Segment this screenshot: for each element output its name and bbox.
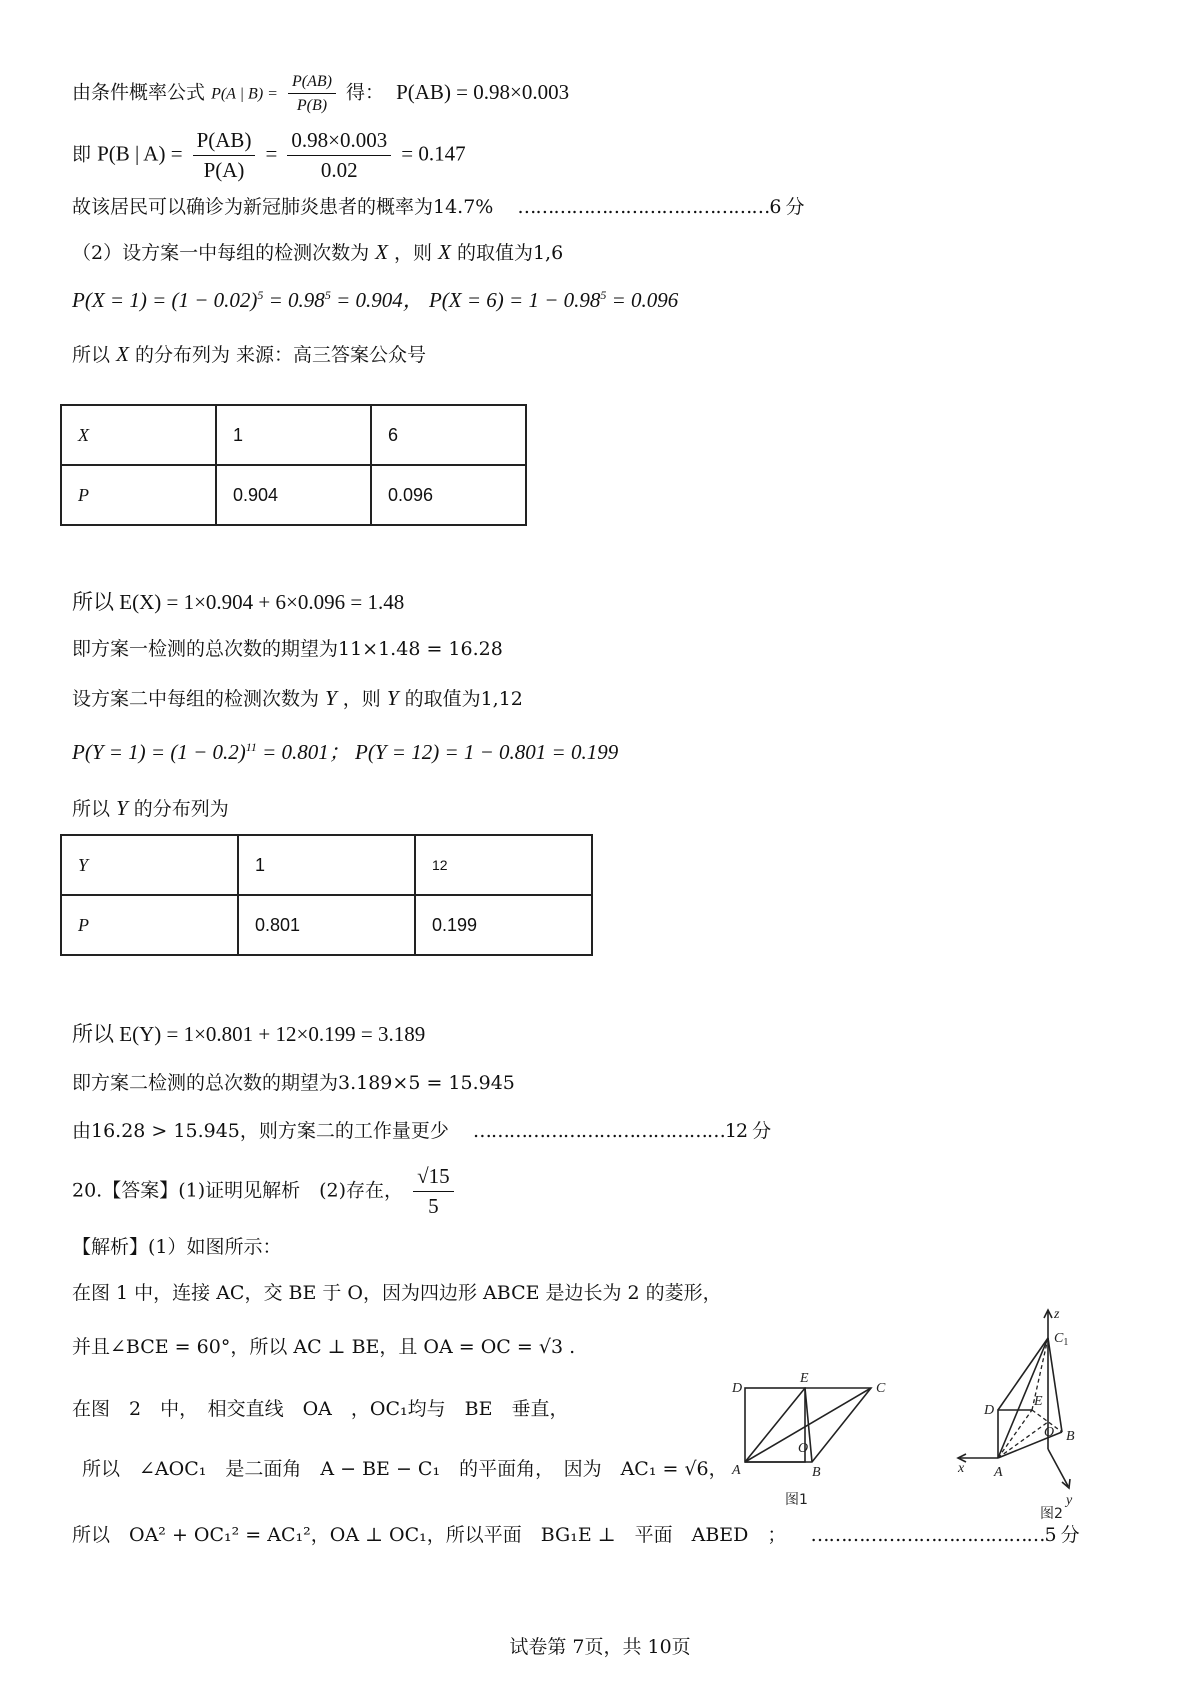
table-row	[61, 895, 592, 955]
label-a: A	[994, 1465, 1003, 1480]
score-dots: ……………………………………6 分	[517, 196, 804, 218]
line-fig2-desc	[72, 1398, 568, 1421]
fraction-numerator: P(AB)	[193, 128, 256, 156]
text: 即方案一检测的总次数的期望为11×1.48 = 16.28	[72, 638, 503, 660]
line-plan1-total	[72, 638, 503, 661]
distribution-table-y	[60, 834, 593, 956]
text: 【解析】(1）如图所示：	[72, 1236, 282, 1258]
page-footer: 试卷第 7页，共 10页	[509, 1636, 691, 1658]
table-cell: P	[61, 895, 238, 955]
text: 所以 OA² + OC₁² = AC₁²，OA ⊥ OC₁，所以平面 BG₁E ⊥ 平面 ABED ；	[72, 1524, 787, 1546]
formula: = 0.98	[263, 288, 325, 312]
table-row	[61, 835, 592, 895]
text: 得：	[346, 81, 385, 104]
exponent: 5	[324, 288, 331, 302]
line-plan2-total	[72, 1072, 515, 1095]
formula: 所以 E(Y) = 1×0.801 + 12×0.199 = 3.189	[72, 1022, 426, 1046]
fraction-denominator: 0.02	[320, 158, 358, 183]
formula: P(B | A) =	[97, 141, 183, 166]
formula: P(A | B) =	[211, 85, 278, 103]
text: 即	[72, 143, 92, 166]
label-o: O	[1044, 1425, 1055, 1440]
table-row	[61, 465, 526, 525]
variable: Y	[116, 796, 128, 820]
text: 的取值为1,6	[456, 242, 564, 264]
table-cell: 6	[371, 405, 526, 465]
label-y: y	[1066, 1493, 1073, 1508]
text: ，则	[342, 688, 381, 710]
text: 所以	[72, 798, 111, 820]
distribution-table-x	[60, 404, 527, 526]
text: 故该居民可以确诊为新冠肺炎患者的概率为14.7%	[72, 196, 494, 218]
fraction	[288, 72, 336, 115]
label-c: C	[876, 1381, 886, 1396]
label-x: x	[958, 1461, 965, 1476]
line-perpendicular-conclusion	[72, 1524, 1079, 1547]
exponent: 5	[600, 288, 607, 302]
formula: P(X = 1) = (1 − 0.02)	[72, 288, 258, 312]
line-q20-answer	[72, 1164, 458, 1219]
line-fig1-desc	[72, 1282, 722, 1305]
label-z: z	[1054, 1307, 1060, 1322]
fraction	[413, 1164, 454, 1219]
text: 所以	[72, 344, 111, 366]
text: 设方案二中每组的检测次数为	[72, 688, 320, 710]
formula: = 0.904，	[330, 288, 424, 312]
score-dots: …………………………………5 分	[810, 1524, 1079, 1546]
line-expectation-x	[72, 590, 404, 615]
line-dihedral-desc	[82, 1458, 728, 1481]
fraction-denominator: 5	[428, 1194, 439, 1219]
table-cell: 1	[216, 405, 371, 465]
line-x-distribution-label	[72, 342, 426, 367]
formula: = 0.147	[401, 141, 466, 166]
text: 在图 1 中，连接 AC，交 BE 于 O，因为四边形 ABCE 是边长为 2 的菱形，	[72, 1282, 722, 1304]
label-e: E	[800, 1371, 809, 1386]
table-cell: P	[61, 465, 216, 525]
text: 的分布列为	[133, 798, 229, 820]
exponent: 11	[245, 740, 257, 754]
text: 所以 ∠AOC₁ 是二面角 A − BE − C₁ 的平面角， 因为 AC₁ = √6，	[82, 1458, 728, 1480]
table-cell: 0.199	[415, 895, 592, 955]
line-bayes-result	[72, 128, 466, 183]
label-d: D	[732, 1381, 743, 1396]
figure-1-rhombus	[720, 1366, 910, 1516]
line-conditional-formula	[72, 72, 569, 115]
text: 由16.28 > 15.945，则方案二的工作量更少	[72, 1120, 449, 1142]
text: 20.【答案】(1)证明见解析 (2)存在，	[72, 1179, 404, 1202]
fraction-denominator: P(A)	[203, 158, 245, 183]
table-row	[61, 405, 526, 465]
fraction-numerator: P(AB)	[288, 72, 336, 94]
text: 在图 2 中， 相交直线 OA ，OC₁均与 BE 垂直，	[72, 1398, 569, 1420]
line-part2-intro	[72, 240, 563, 265]
figure-2-solid	[950, 1304, 1120, 1520]
line-y-probabilities	[72, 740, 618, 765]
fraction	[287, 128, 391, 183]
line-comparison	[72, 1120, 770, 1143]
table-cell: Y	[61, 835, 238, 895]
label-b: B	[812, 1465, 821, 1480]
formula: P(Y = 12) = 1 − 0.801 = 0.199	[355, 740, 619, 764]
line-x-probabilities	[72, 288, 678, 313]
label-c1: $C_1$	[1054, 1331, 1069, 1348]
line-expectation-y	[72, 1022, 425, 1047]
fraction-numerator: √15	[413, 1164, 454, 1192]
text: 并且∠BCE = 60°，所以 AC ⊥ BE，且 OA = OC = √3 .	[72, 1336, 576, 1358]
text: 的分布列为 来源：高三答案公众号	[134, 344, 426, 366]
table-cell: 1	[238, 835, 415, 895]
variable: X	[116, 342, 129, 366]
formula: P(X = 6) = 1 − 0.98	[428, 288, 601, 312]
formula: 所以 E(X) = 1×0.904 + 6×0.096 = 1.48	[72, 590, 405, 614]
y-axis	[1048, 1449, 1068, 1486]
label-a: A	[732, 1463, 741, 1478]
text: 即方案二检测的总次数的期望为3.189×5 = 15.945	[72, 1072, 515, 1094]
text: 由条件概率公式	[72, 81, 206, 104]
figure-1-caption: 图1	[785, 1492, 808, 1508]
table-cell: X	[61, 405, 216, 465]
fraction-denominator: P(B)	[296, 97, 328, 115]
figure-2-caption: 图2	[1040, 1506, 1063, 1520]
line-angle-desc	[72, 1336, 575, 1359]
line-analysis-heading	[72, 1236, 282, 1259]
table-cell: 0.096	[371, 465, 526, 525]
exponent: 5	[257, 288, 264, 302]
label-d: D	[984, 1403, 995, 1418]
line-probability-conclusion	[72, 196, 804, 219]
text: （2）设方案一中每组的检测次数为	[72, 242, 370, 264]
variable: Y	[325, 686, 337, 710]
label-b: B	[1066, 1429, 1075, 1444]
formula: P(Y = 1) = (1 − 0.2)	[72, 740, 246, 764]
line-plan2-intro	[72, 686, 523, 711]
edge-c1b	[1048, 1338, 1062, 1432]
fraction-numerator: 0.98×0.003	[287, 128, 391, 156]
label-o: O	[798, 1441, 809, 1456]
variable: X	[375, 240, 388, 264]
variable: Y	[386, 686, 399, 710]
table-cell: 0.904	[216, 465, 371, 525]
line-y-distribution-label	[72, 796, 229, 821]
formula: = 0.801；	[256, 740, 350, 764]
formula: =	[265, 141, 278, 166]
text: 的取值为1,12	[404, 688, 523, 710]
formula: = 0.096	[606, 288, 679, 312]
table-cell: 0.801	[238, 895, 415, 955]
table-cell: 12	[415, 835, 592, 895]
text: ，则	[394, 242, 433, 264]
variable: X	[438, 240, 451, 264]
score-dots: ……………………………………12 分	[472, 1120, 771, 1142]
label-e: E	[1034, 1394, 1043, 1409]
fraction	[193, 128, 256, 183]
formula: P(AB) = 0.98×0.003	[396, 79, 570, 104]
